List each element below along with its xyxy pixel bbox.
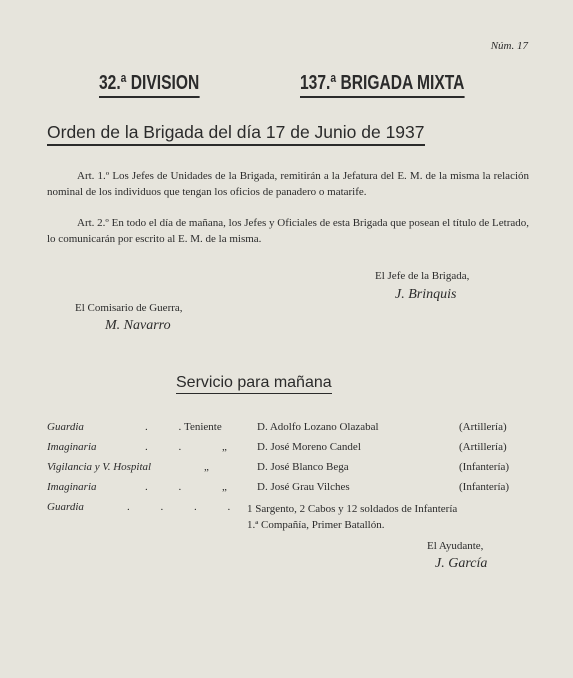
- service-name: D. José Grau Vilches: [257, 481, 350, 493]
- service-dots: . .: [145, 481, 196, 493]
- service-rank: „: [222, 441, 227, 453]
- comisario-role: El Comisario de Guerra,: [75, 302, 183, 314]
- jefe-signature: J. Brinquis: [395, 287, 457, 302]
- service-name: D. José Blanco Bega: [257, 461, 349, 473]
- article-2-text: En todo el día de mañana, los Jefes y Oficiales de esta Brigada que posean el título de Letrado, lo comunicarán por escrito al E. M. de la misma.: [47, 217, 530, 245]
- page-number: Núm. 17: [490, 40, 528, 52]
- service-detail-line1: 1 Sargento, 2 Cabos y 12 soldados de Infantería: [247, 503, 458, 515]
- service-duty: Imaginaria: [47, 481, 97, 493]
- service-rank: Teniente: [184, 421, 222, 433]
- service-row-guardia: [47, 501, 537, 537]
- service-detail: [247, 501, 457, 533]
- comisario-signature: M. Navarro: [105, 318, 171, 333]
- service-duty: Imaginaria: [47, 441, 97, 453]
- service-row: [47, 481, 537, 499]
- article-1-label: Art. 1.º: [77, 170, 110, 182]
- service-name: D. Adolfo Lozano Olazabal: [257, 421, 379, 433]
- article-1: [47, 168, 529, 200]
- article-1-text: Los Jefes de Unidades de la Brigada, remitirán a la Jefatura del E. M. de la misma la relación nominal de los individuos que tengan los oficios de panadero o matarife.: [47, 170, 530, 198]
- service-dots: . . . .: [127, 501, 245, 513]
- service-dots: . .: [145, 441, 196, 453]
- ayudante-role: El Ayudante,: [427, 540, 484, 552]
- service-duty: Guardia: [47, 501, 84, 513]
- service-row: [47, 421, 537, 439]
- service-unit: (Artillería): [459, 441, 507, 453]
- service-duty: Vigilancia y V. Hospital: [47, 461, 152, 473]
- article-2-label: Art. 2.º: [77, 217, 109, 229]
- service-dots: . .: [145, 421, 196, 433]
- service-row: [47, 461, 537, 479]
- servicio-title: Servicio para mañana: [176, 374, 332, 394]
- service-row: [47, 441, 537, 459]
- service-detail-line2: 1.ª Compañía, Primer Batallón.: [247, 519, 385, 531]
- orden-title: Orden de la Brigada del día 17 de Junio de 1937: [47, 122, 425, 146]
- service-rank: „: [204, 461, 209, 473]
- ayudante-signature: J. García: [435, 556, 488, 571]
- service-unit: (Infantería): [459, 461, 510, 473]
- article-2: [47, 215, 529, 247]
- jefe-role: El Jefe de la Brigada,: [375, 270, 470, 282]
- brigada-title: 137.ª BRIGADA MIXTA: [300, 72, 464, 98]
- division-title: 32.ª DIVISION: [99, 72, 199, 98]
- service-duty: Guardia: [47, 421, 84, 433]
- service-rank: „: [222, 481, 227, 493]
- service-unit: (Infantería): [459, 481, 510, 493]
- service-name: D. José Moreno Candel: [257, 441, 361, 453]
- service-unit: (Artillería): [459, 421, 507, 433]
